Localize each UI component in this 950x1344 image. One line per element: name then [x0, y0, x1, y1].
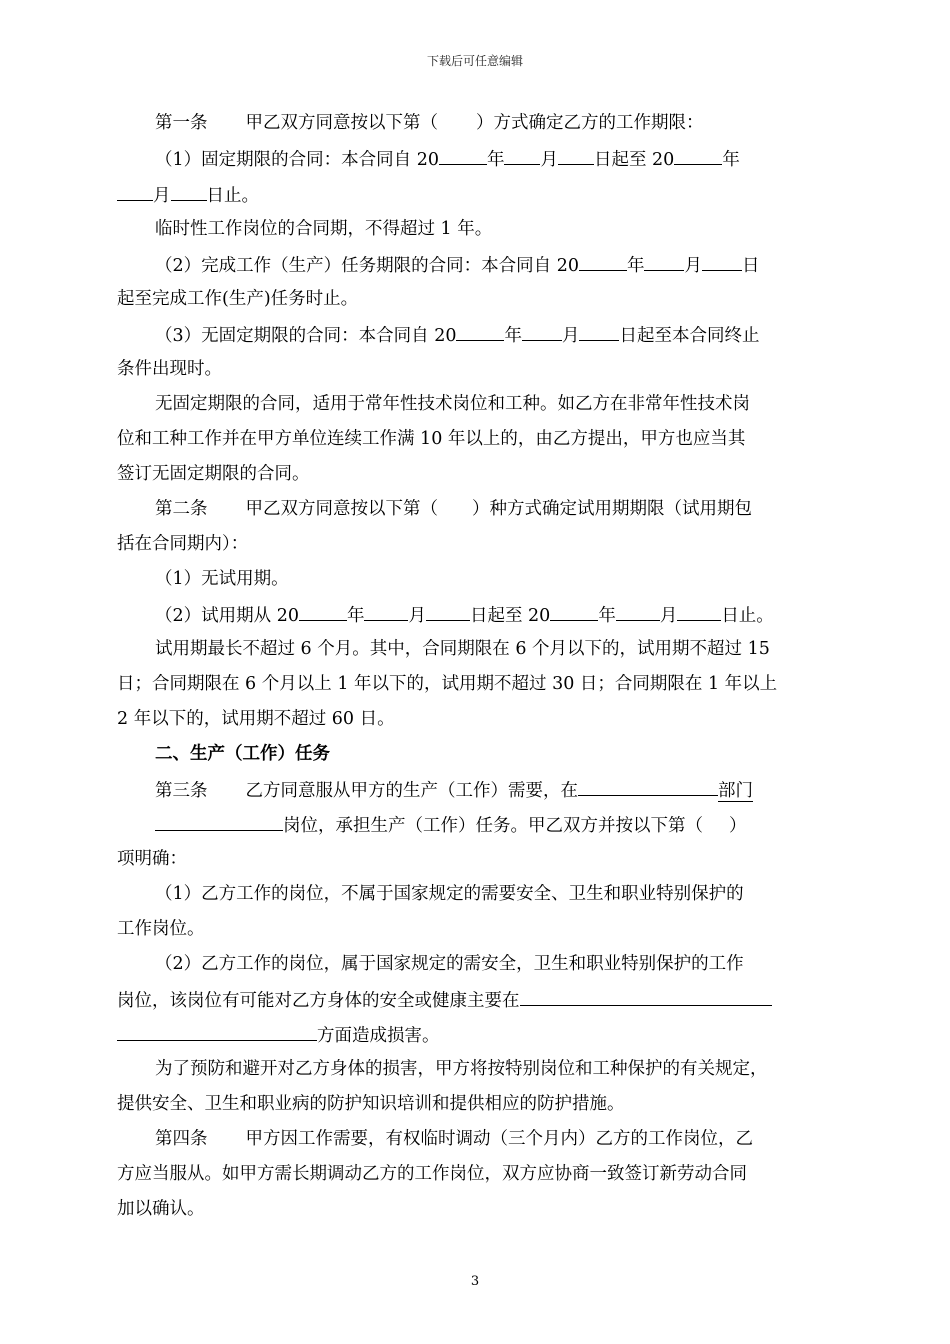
blank-day[interactable]	[702, 249, 742, 271]
blank-month[interactable]	[616, 599, 660, 621]
blank-hazard[interactable]	[117, 1019, 317, 1041]
article-1-label: 第一条	[155, 113, 208, 133]
article-3-line-cont: 岗位，承担生产（工作）任务。甲乙双方并按以下第（ ）	[155, 809, 747, 839]
paragraph-line: 为了预防和避开对乙方身体的损害，甲方将按特别岗位和工种保护的有关规定，	[155, 1059, 768, 1079]
open-term-line: （3）无固定期限的合同：本合同自 20 年 月 日起至本合同终止	[155, 319, 759, 349]
blank-day[interactable]	[677, 599, 721, 621]
task-term-line: （2）完成工作（生产）任务期限的合同：本合同自 20 年 月 日	[155, 249, 759, 279]
paragraph-line: 项明确：	[117, 849, 187, 869]
paragraph-line: （1）乙方工作的岗位，不属于国家规定的需要安全、卫生和职业特别保护的	[155, 884, 744, 904]
blank-hazard[interactable]	[520, 984, 772, 1006]
blank-day[interactable]	[171, 179, 207, 201]
paragraph-line: 方应当服从。如甲方需长期调动乙方的工作岗位，双方应协商一致签订新劳动合同	[117, 1164, 747, 1184]
article-3-line: 第三条 乙方同意服从甲方的生产（工作）需要，在 部门	[155, 774, 753, 804]
page-number: 3	[470, 1274, 480, 1289]
blank-year[interactable]	[579, 249, 627, 271]
hazard-line-cont: 方面造成损害。	[117, 1019, 440, 1049]
blank-position[interactable]	[155, 809, 283, 831]
paragraph-line: 日；合同期限在 6 个月以上 1 年以下的，试用期不超过 30 日；合同期限在 1 年以上	[117, 674, 778, 694]
paragraph-line: 条件出现时。	[117, 359, 222, 379]
blank-year[interactable]	[299, 599, 347, 621]
paragraph-line: 起至完成工作(生产)任务时止。	[117, 289, 359, 309]
section-heading: 二、生产（工作）任务	[155, 744, 330, 764]
paragraph-line: 工作岗位。	[117, 919, 205, 939]
paragraph-line: 签订无固定期限的合同。	[117, 464, 310, 484]
paragraph-line: 临时性工作岗位的合同期，不得超过 1 年。	[155, 219, 493, 239]
fixed-term-line: （1）固定期限的合同：本合同自 20 年 月 日起至 20 年	[155, 143, 740, 173]
paragraph-line: 提供安全、卫生和职业病的防护知识培训和提供相应的防护措施。	[117, 1094, 625, 1114]
blank-year[interactable]	[674, 143, 722, 165]
blank-day[interactable]	[426, 599, 470, 621]
paragraph-line: 试用期最长不超过 6 个月。其中，合同期限在 6 个月以下的，试用期不超过 15	[155, 639, 770, 659]
article-2-line: 第二条 甲乙双方同意按以下第（ ）种方式确定试用期期限（试用期包	[155, 499, 752, 519]
blank-month[interactable]	[644, 249, 684, 271]
paragraph-line: 加以确认。	[117, 1199, 205, 1219]
paragraph-line: 2 年以下的，试用期不超过 60 日。	[117, 709, 395, 729]
paragraph-line: 无固定期限的合同，适用于常年性技术岗位和工种。如乙方在非常年性技术岗	[155, 394, 750, 414]
paragraph-line: 括在合同期内）：	[117, 534, 249, 554]
paragraph-line: （2）乙方工作的岗位，属于国家规定的需安全，卫生和职业特别保护的工作	[155, 954, 744, 974]
blank-day[interactable]	[579, 319, 619, 341]
page-header: 下载后可任意编辑	[426, 54, 523, 68]
blank-year[interactable]	[550, 599, 598, 621]
blank-month[interactable]	[522, 319, 562, 341]
blank-department[interactable]	[578, 774, 718, 796]
paragraph-line: （1）无试用期。	[155, 569, 289, 589]
article-1-line: 第一条 甲乙双方同意按以下第（ ）方式确定乙方的工作期限：	[155, 113, 704, 133]
fixed-term-line-cont: 月 日止。	[117, 179, 259, 209]
blank-year[interactable]	[439, 143, 487, 165]
article-4-line: 第四条 甲方因工作需要，有权临时调动（三个月内）乙方的工作岗位，乙	[155, 1129, 753, 1149]
hazard-line: 岗位，该岗位有可能对乙方身体的安全或健康主要在	[117, 984, 772, 1014]
blank-year[interactable]	[456, 319, 504, 341]
paragraph-line: 位和工种工作并在甲方单位连续工作满 10 年以上的，由乙方提出，甲方也应当其	[117, 429, 746, 449]
blank-day[interactable]	[558, 143, 594, 165]
blank-month[interactable]	[117, 179, 153, 201]
article-2-label: 第二条	[155, 499, 208, 519]
article-4-label: 第四条	[155, 1129, 208, 1149]
blank-month[interactable]	[504, 143, 540, 165]
probation-line: （2）试用期从 20 年 月 日起至 20 年 月 日止。	[155, 599, 774, 629]
article-3-label: 第三条	[155, 781, 208, 801]
blank-month[interactable]	[364, 599, 408, 621]
